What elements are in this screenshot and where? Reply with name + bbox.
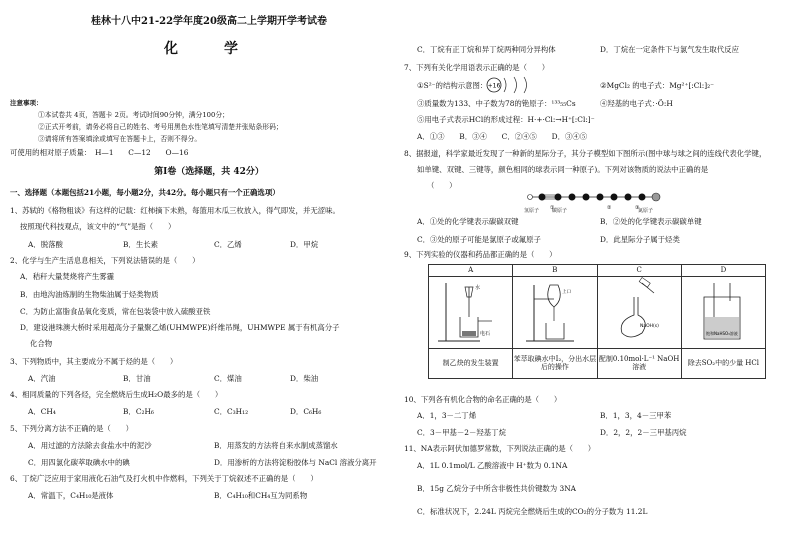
- q8-option-d[interactable]: D．此星际分子属于烃类: [600, 235, 680, 244]
- q2-option-d-cont: 化合物: [30, 339, 53, 348]
- apparatus-a: [429, 277, 513, 349]
- q10-stem: 10、下列各有机化合物的命名正确的是（ ）: [404, 395, 562, 404]
- svg-text:上口: 上口: [561, 290, 571, 295]
- legend-nitrogen: 氮原子: [638, 208, 654, 214]
- q3-stem: 3、下列物质中，其主要成分不属于烃的是（ ）: [10, 357, 178, 366]
- volumetric-flask-icon: [598, 277, 680, 345]
- q4-option-a[interactable]: A．CH₄: [28, 407, 56, 416]
- svg-text:+16: +16: [487, 82, 501, 90]
- q4-stem: 4、相同质量的下列各烃，完全燃烧后生成H₂O最多的是（ ）: [10, 390, 223, 399]
- q5-option-a[interactable]: A．用过滤的方法除去食盐水中的泥沙: [28, 441, 152, 450]
- notice-line: ①本试卷共 4页，答题卡 2页。考试时间90分钟，满分100分；: [38, 111, 229, 119]
- q1-option-a[interactable]: A．脱落酸: [28, 240, 63, 249]
- experiment-table: [428, 264, 766, 379]
- q8-option-a[interactable]: A．①处的化学键表示碳碳双键: [417, 217, 519, 226]
- q11-stem: 11、NA表示阿伏加德罗常数，下列说法正确的是（ ）: [404, 444, 596, 453]
- caption-a: 制乙炔的发生装置: [429, 348, 513, 378]
- notice-head: 注意事项：: [10, 99, 43, 107]
- q7-item-4: ④羟基的电子式：·Ö:H: [600, 99, 673, 108]
- label-water: 水: [474, 285, 480, 291]
- q2-option-d[interactable]: D．建设港珠澳大桥时采用超高分子量聚乙烯(UHMWPE)纤维吊绳，UHMWPE 属于有机高分子: [20, 323, 340, 332]
- q1-option-c[interactable]: C．乙烯: [214, 240, 242, 249]
- q11-option-c[interactable]: C．标准状况下，2.24L 丙烷完全燃烧后生成的CO₂的分子数为 11.2L: [417, 507, 648, 516]
- q8-stem: 8、据报道，科学家最近发现了一种新的星际分子，其分子模型如下图所示(图中球与球之间的连线代表化学键，: [404, 149, 767, 158]
- q9-stem: 9、下列实验的仪器和药品都正确的是（ ）: [404, 250, 557, 259]
- q10-option-d[interactable]: D．2，2，2－三甲基丙烷: [600, 428, 687, 437]
- q11-option-a[interactable]: A．1L 0.1mol/L 乙酸溶液中 H⁺数为 0.1NA: [417, 461, 568, 470]
- q8-option-b[interactable]: B．②处的化学键表示碳碳单键: [600, 217, 702, 226]
- section-title: 第Ⅰ卷（选择题，共 42分）: [154, 167, 264, 177]
- q5-stem: 5、下列分离方法不正确的是（ ）: [10, 424, 133, 433]
- notice-line: ③请将所有答案填涂或填写在答题卡上，否则不得分。: [38, 135, 202, 143]
- apparatus-c: [597, 277, 681, 349]
- q6-stem: 6、丁烷广泛应用于家用液化石油气及打火机中作燃料，下列关于丁烷叙述不正确的是（ ）: [10, 474, 318, 483]
- q10-option-c[interactable]: C．3－甲基－2－羟基丁烷: [417, 428, 506, 437]
- q1-option-b[interactable]: B．生长素: [123, 240, 158, 249]
- q3-option-b[interactable]: B．甘油: [123, 374, 151, 383]
- q7-item-3: ③质量数为133、中子数为78的铯原子：¹³³₅₅Cs: [417, 99, 576, 108]
- label-naoh: NaOH(s): [640, 324, 660, 329]
- q8-stem2: 如单键、双键、三键等，颜色相同的球表示同一种原子)。下列对该物质的说法中正确的是: [417, 165, 709, 174]
- q8-stem3: （ ）: [427, 181, 457, 190]
- q6-option-d[interactable]: D．丁烷在一定条件下与氯气发生取代反应: [600, 45, 739, 54]
- q10-option-a[interactable]: A．1，3－二丁烯: [417, 411, 477, 420]
- q6-option-a[interactable]: A．常温下，C₄H₁₀是液体: [28, 491, 114, 500]
- q8-option-c[interactable]: C．③处的原子可能是氯原子或氟原子: [417, 235, 541, 244]
- q4-option-b[interactable]: B．C₂H₆: [123, 407, 154, 416]
- q2-option-a[interactable]: A．秸秆大量焚烧将产生雾霾: [20, 272, 115, 281]
- gas-washing-bottle-icon: [682, 277, 764, 345]
- q3-option-d[interactable]: D．柴油: [290, 374, 319, 383]
- q7-stem: 7、下列有关化学用语表示正确的是（ ）: [404, 63, 550, 72]
- header-b: B: [513, 265, 597, 277]
- q5-option-d[interactable]: D．用渗析的方法将淀粉胶体与 NaCl 溶液分离开: [214, 458, 377, 467]
- q2-stem: 2、化学与生产生活息息相关，下列说法错误的是（ ）: [10, 256, 200, 265]
- q7-item-2: ②MgCl₂ 的电子式：Mg²⁺[:Cl:]₂⁻: [600, 81, 714, 90]
- apparatus-b: [513, 277, 597, 349]
- q2-option-b[interactable]: B．由地沟油炼制的生物柴油属于烃类物质: [20, 290, 159, 299]
- legend-hydrogen: 氢原子: [524, 208, 540, 214]
- q4-option-d[interactable]: D．C₆H₆: [290, 407, 322, 416]
- q6-option-c[interactable]: C．丁烷有正丁烷和异丁烷两种同分异构体: [417, 45, 556, 54]
- acetylene-apparatus-icon: [430, 277, 512, 345]
- header-a: A: [429, 265, 513, 277]
- separatory-funnel-icon: [514, 277, 596, 345]
- q6-option-b[interactable]: B．C₄H₁₀和CH₄互为同系物: [214, 491, 308, 500]
- subject-title: 化 学: [164, 41, 254, 57]
- q10-option-b[interactable]: B．1，3，4－三甲苯: [600, 411, 672, 420]
- q5-option-b[interactable]: B．用蒸发的方法将自来水制成蒸馏水: [214, 441, 338, 450]
- legend-carbon: 碳原子: [552, 208, 568, 214]
- label-calcium-carbide: 电石: [479, 331, 490, 337]
- q1-stem2: 按照现代科技观点，该文中的“气”是指（ ）: [20, 222, 176, 231]
- notice-line: ②正式开考前，请务必将自己的姓名、考号用黑色水性笔填写清楚并张贴条形码；: [38, 123, 283, 131]
- part-head: 一、选择题（本题包括21小题，每小题2分，共42分。每小题只有一个正确选项）: [10, 188, 280, 197]
- svg-text:②: ②: [607, 205, 612, 211]
- caption-c: 配制0.10mol·L⁻¹ NaOH 溶液: [597, 348, 681, 378]
- q5-option-c[interactable]: C．用四氯化碳萃取碘水中的碘: [28, 458, 130, 467]
- label-nahso3: 饱和NaHSO₃溶液: [706, 331, 739, 336]
- header-c: C: [597, 265, 681, 277]
- q3-option-c[interactable]: C．煤油: [214, 374, 242, 383]
- q7-options[interactable]: A．①③ B．③④ C．②④⑤ D．③④⑤: [417, 132, 588, 141]
- svg-text:①: ①: [550, 205, 555, 211]
- apparatus-d: [681, 277, 765, 349]
- caption-d: 除去SO₂中的少量 HCl: [681, 348, 765, 378]
- q11-option-b[interactable]: B．15g 乙烷分子中所含非极性共价键数为 3NA: [417, 484, 577, 493]
- q2-option-c[interactable]: C．为防止富脂食品氧化变质，常在包装袋中放入硫酸亚铁: [20, 307, 211, 316]
- q7-item-5: ⑤用电子式表示HCl的形成过程：H·+·Cl:→H⁺[:Cl:]⁻: [417, 115, 595, 124]
- exam-title: 桂林十八中21-22学年度20级高二上学期开学考试卷: [91, 16, 327, 27]
- header-d: D: [681, 265, 765, 277]
- q4-option-c[interactable]: C．C₃H₁₂: [214, 407, 249, 416]
- sulfide-structure-icon: [484, 74, 536, 96]
- q1-option-d[interactable]: D．甲烷: [290, 240, 319, 249]
- svg-text:③: ③: [635, 205, 640, 211]
- q3-option-a[interactable]: A．汽油: [28, 374, 56, 383]
- caption-b: 苯萃取碘水中I₂，分出水层后的操作: [513, 348, 597, 378]
- atomic-mass: 可使用的相对原子质量： H—1 C—12 O—16: [10, 148, 189, 157]
- q1-stem: 1、苏轼的《格物粗谈》有这样的记载：红柿摘下未熟，每篮用木瓜三枚放入，得气即发，并无涩味。: [10, 206, 340, 215]
- q7-item-1: ①S²⁻的结构示意图：: [417, 81, 488, 90]
